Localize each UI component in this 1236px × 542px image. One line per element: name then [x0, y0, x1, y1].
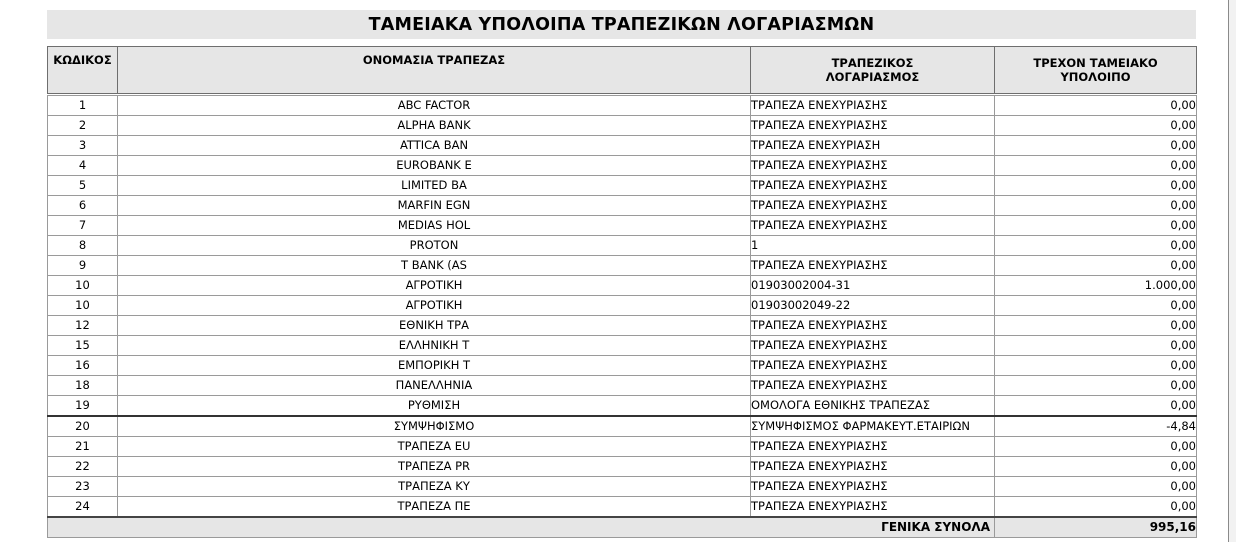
cell-bank-account: ΤΡΑΠΕΖΑ ΕΝΕΧΥΡΙΑΣΗΣ: [751, 196, 995, 216]
cell-balance: 0,00: [995, 396, 1197, 417]
cell-balance: 0,00: [995, 116, 1197, 136]
bank-balances-table: [47, 46, 1197, 538]
header-bank-account: ΤΡΑΠΕΖΙΚΟΣ ΛΟΓΑΡΙΑΣΜΟΣ: [751, 47, 995, 94]
cell-code: 21: [48, 437, 118, 457]
cell-bank-name: ΣΥΜΨΗΦΙΣΜΟ: [118, 416, 751, 437]
totals-balance: 995,16: [995, 517, 1197, 538]
cell-bank-account: 1: [751, 236, 995, 256]
table-header-row: [48, 47, 1197, 94]
cell-bank-name: MARFIN EGN: [118, 196, 751, 216]
cell-balance: 1.000,00: [995, 276, 1197, 296]
cell-balance: 0,00: [995, 156, 1197, 176]
cell-code: 3: [48, 136, 118, 156]
cell-code: 9: [48, 256, 118, 276]
cell-bank-name: T BANK (AS: [118, 256, 751, 276]
cell-balance: 0,00: [995, 457, 1197, 477]
cell-balance: 0,00: [995, 316, 1197, 336]
cell-code: 22: [48, 457, 118, 477]
cell-bank-account: ΤΡΑΠΕΖΑ ΕΝΕΧΥΡΙΑΣΗΣ: [751, 497, 995, 518]
cell-balance: 0,00: [995, 497, 1197, 518]
cell-bank-name: ΡΥΘΜΙΣΗ: [118, 396, 751, 417]
cell-bank-name: ΕΘΝΙΚΗ ΤΡΑ: [118, 316, 751, 336]
cell-bank-account: ΤΡΑΠΕΖΑ ΕΝΕΧΥΡΙΑΣΗΣ: [751, 316, 995, 336]
cell-bank-account: ΤΡΑΠΕΖΑ ΕΝΕΧΥΡΙΑΣΗΣ: [751, 216, 995, 236]
cell-code: 12: [48, 316, 118, 336]
cell-balance: 0,00: [995, 336, 1197, 356]
table-row: [48, 116, 1197, 136]
cell-code: 23: [48, 477, 118, 497]
table-row: [48, 236, 1197, 256]
page-edge-divider: [1228, 0, 1229, 542]
cell-code: 7: [48, 216, 118, 236]
table-row: [48, 156, 1197, 176]
cell-balance: 0,00: [995, 216, 1197, 236]
table-row: [48, 96, 1197, 116]
table-row: [48, 437, 1197, 457]
cell-bank-account: ΤΡΑΠΕΖΑ ΕΝΕΧΥΡΙΑΣΗΣ: [751, 116, 995, 136]
table-row: [48, 196, 1197, 216]
cell-balance: 0,00: [995, 256, 1197, 276]
cell-bank-account: ΤΡΑΠΕΖΑ ΕΝΕΧΥΡΙΑΣΗ: [751, 136, 995, 156]
header-current-balance: ΤΡΕΧΟΝ ΤΑΜΕΙΑΚΟ ΥΠΟΛΟΙΠΟ: [995, 47, 1197, 94]
cell-bank-name: ΤΡΑΠΕΖΑ EU: [118, 437, 751, 457]
cell-bank-name: MEDIAS HOL: [118, 216, 751, 236]
cell-bank-name: ΤΡΑΠΕΖΑ PR: [118, 457, 751, 477]
cell-balance: 0,00: [995, 356, 1197, 376]
cell-bank-account: 01903002004-31: [751, 276, 995, 296]
cell-balance: -4,84: [995, 416, 1197, 437]
report-title: ΤΑΜΕΙΑΚΑ ΥΠΟΛΟΙΠΑ ΤΡΑΠΕΖΙΚΩΝ ΛΟΓΑΡΙΑΣΜΩΝ: [47, 10, 1196, 39]
cell-bank-name: ΑΓΡΟΤΙΚΗ: [118, 296, 751, 316]
table-row: [48, 256, 1197, 276]
table-body: [48, 94, 1197, 518]
cell-code: 5: [48, 176, 118, 196]
cell-code: 10: [48, 276, 118, 296]
table-row: [48, 396, 1197, 417]
totals-label: ΓΕΝΙΚΑ ΣΥΝΟΛΑ: [48, 517, 995, 538]
cell-bank-name: LIMITED BA: [118, 176, 751, 196]
cell-bank-name: ABC FACTOR: [118, 96, 751, 116]
cell-bank-account: ΤΡΑΠΕΖΑ ΕΝΕΧΥΡΙΑΣΗΣ: [751, 96, 995, 116]
cell-bank-account: ΤΡΑΠΕΖΑ ΕΝΕΧΥΡΙΑΣΗΣ: [751, 437, 995, 457]
cell-bank-account: ΤΡΑΠΕΖΑ ΕΝΕΧΥΡΙΑΣΗΣ: [751, 176, 995, 196]
cell-code: 16: [48, 356, 118, 376]
table-row: [48, 216, 1197, 236]
cell-bank-name: ΤΡΑΠΕΖΑ ΠΕ: [118, 497, 751, 518]
cell-bank-name: ΠΑΝΕΛΛΗΝΙΑ: [118, 376, 751, 396]
table-row: [48, 316, 1197, 336]
cell-bank-name: ΕΛΛΗΝΙΚΗ Τ: [118, 336, 751, 356]
header-bank-name: ΟΝΟΜΑΣΙΑ ΤΡΑΠΕΖΑΣ: [118, 47, 751, 94]
table-row: [48, 276, 1197, 296]
cell-code: 2: [48, 116, 118, 136]
cell-balance: 0,00: [995, 477, 1197, 497]
cell-balance: 0,00: [995, 196, 1197, 216]
cell-bank-name: EUROBANK E: [118, 156, 751, 176]
cell-code: 20: [48, 416, 118, 437]
table-row: [48, 457, 1197, 477]
totals-row: [48, 517, 1197, 538]
cell-code: 15: [48, 336, 118, 356]
cell-bank-account: ΤΡΑΠΕΖΑ ΕΝΕΧΥΡΙΑΣΗΣ: [751, 477, 995, 497]
cell-bank-name: ΤΡΑΠΕΖΑ ΚΥ: [118, 477, 751, 497]
cell-balance: 0,00: [995, 136, 1197, 156]
table-row: [48, 477, 1197, 497]
cell-bank-account: ΣΥΜΨΗΦΙΣΜΟΣ ΦΑΡΜΑΚΕΥΤ.ΕΤΑΙΡΙΩΝ: [751, 416, 995, 437]
cell-bank-account: ΤΡΑΠΕΖΑ ΕΝΕΧΥΡΙΑΣΗΣ: [751, 336, 995, 356]
table-row: [48, 336, 1197, 356]
cell-code: 6: [48, 196, 118, 216]
table-row: [48, 136, 1197, 156]
cell-bank-account: ΤΡΑΠΕΖΑ ΕΝΕΧΥΡΙΑΣΗΣ: [751, 356, 995, 376]
cell-balance: 0,00: [995, 437, 1197, 457]
table-row: [48, 497, 1197, 518]
cell-bank-account: ΤΡΑΠΕΖΑ ΕΝΕΧΥΡΙΑΣΗΣ: [751, 256, 995, 276]
cell-code: 1: [48, 96, 118, 116]
cell-code: 8: [48, 236, 118, 256]
table-row: [48, 176, 1197, 196]
cell-code: 10: [48, 296, 118, 316]
cell-bank-name: ALPHA BANK: [118, 116, 751, 136]
table-row: [48, 416, 1197, 437]
cell-bank-account: 01903002049-22: [751, 296, 995, 316]
cell-bank-account: ΟΜΟΛΟΓΑ ΕΘΝΙΚΗΣ ΤΡΑΠΕΖΑΣ: [751, 396, 995, 417]
cell-bank-account: ΤΡΑΠΕΖΑ ΕΝΕΧΥΡΙΑΣΗΣ: [751, 457, 995, 477]
header-code: ΚΩΔΙΚΟΣ: [48, 47, 118, 94]
cell-bank-name: PROTON: [118, 236, 751, 256]
cell-balance: 0,00: [995, 96, 1197, 116]
cell-bank-account: ΤΡΑΠΕΖΑ ΕΝΕΧΥΡΙΑΣΗΣ: [751, 156, 995, 176]
cell-balance: 0,00: [995, 296, 1197, 316]
cell-bank-name: ΑΓΡΟΤΙΚΗ: [118, 276, 751, 296]
cell-bank-account: ΤΡΑΠΕΖΑ ΕΝΕΧΥΡΙΑΣΗΣ: [751, 376, 995, 396]
cell-code: 4: [48, 156, 118, 176]
cell-code: 19: [48, 396, 118, 417]
cell-bank-name: ΕΜΠΟΡΙΚΗ Τ: [118, 356, 751, 376]
table-row: [48, 376, 1197, 396]
cell-balance: 0,00: [995, 376, 1197, 396]
cell-code: 18: [48, 376, 118, 396]
cell-balance: 0,00: [995, 236, 1197, 256]
table-row: [48, 356, 1197, 376]
table-row: [48, 296, 1197, 316]
cell-balance: 0,00: [995, 176, 1197, 196]
cell-bank-name: ATTICA BAN: [118, 136, 751, 156]
cell-code: 24: [48, 497, 118, 518]
